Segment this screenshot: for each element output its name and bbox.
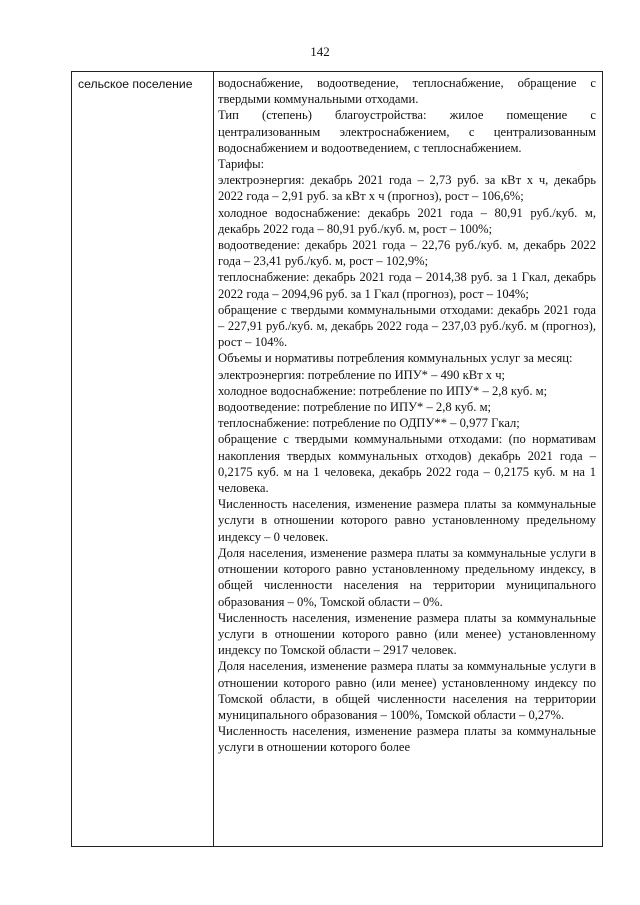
document-table — [71, 71, 603, 847]
paragraph-volume-electricity: электроэнергия: потребление по ИПУ* – 490 кВт х ч; — [218, 367, 506, 382]
paragraph-volumes-heading: Объемы и нормативы потребления коммунальных услуг за месяц: — [218, 351, 573, 366]
paragraph-population-at-limit: Численность населения, изменение размера платы за коммунальные услуги в отношении которого равно установленному предельному индексу – 0 человек. — [218, 497, 596, 544]
paragraph-volume-cold-water: холодное водоснабжение: потребление по ИПУ* – 2,8 куб. м; — [218, 383, 548, 398]
paragraph-tariff-solid-waste: обращение с твердыми коммунальными отходами: декабрь 2021 года – 227,91 руб./куб. м, декабрь 2022 года – 237,03 руб./куб. м (прогноз), рост – 104%. — [218, 302, 596, 350]
paragraph-share-below-index: Доля населения, изменение размера платы за коммунальные услуги в отношении которого равно (или менее) установленному индексу по Томской области, в общей численности населения на территории муниципального образования – 100%, Томской области – 0,27%. — [218, 659, 596, 722]
paragraph-tariff-electricity: электроэнергия: декабрь 2021 года – 2,73 руб. за кВт х ч, декабрь 2022 года – 2,91 руб. за кВт х ч (прогноз), рост – 106,6%; — [218, 173, 596, 204]
paragraph-volume-solid-waste: обращение с твердыми коммунальными отходами: (по нормативам накопления твердых коммунальных отходов) декабрь 2021 года – 0,2175 куб. м на 1 человека, декабрь 2022 года – 0,2175 куб. м на 1 человека. — [218, 432, 596, 496]
paragraph-population-above-index: Численность населения, изменение размера платы за коммунальные услуги в отношении которого более — [218, 724, 596, 755]
page-number: 142 — [310, 44, 330, 59]
table-cell-settlement-type: сельское поселение — [72, 72, 214, 846]
paragraph-tariff-cold-water: холодное водоснабжение: декабрь 2021 года – 80,91 руб./куб. м, декабрь 2022 года – 80,91 руб./куб. м, рост – 100%; — [218, 205, 596, 236]
paragraph-volume-drainage: водоотведение: потребление по ИПУ* – 2,8 куб. м; — [218, 400, 492, 415]
paragraph-tariff-heating: теплоснабжение: декабрь 2021 года – 2014,38 руб. за 1 Гкал, декабрь 2022 года – 2094,96 руб. за 1 Гкал (прогноз), рост – 104%; — [218, 270, 596, 301]
paragraph-share-at-limit: Доля населения, изменение размера платы за коммунальные услуги в отношении которого равно установленному предельному индексу, в общей численности населения на территории муниципального образования – 0%, Томской области – 0%. — [218, 545, 596, 609]
paragraph-tariffs-heading: Тарифы: — [218, 157, 265, 172]
paragraph-population-below-index: Численность населения, изменение размера платы за коммунальные услуги в отношении которого равно (или менее) установленному индексу по Томской области – 2917 человек. — [218, 610, 596, 658]
paragraph-amenity-type: Тип (степень) благоустройства: жилое помещение с централизованным электроснабжением, с централизованным водоснабжением и водоотведением, с теплоснабжением. — [218, 108, 596, 155]
paragraph-tariff-drainage: водоотведение: декабрь 2021 года – 22,76 руб./куб. м, декабрь 2022 года – 23,41 руб./куб. м, рост – 102,9%; — [218, 238, 596, 269]
table-cell-description — [214, 72, 602, 846]
paragraph-volume-heating: теплоснабжение: потребление по ОДПУ** – 0,977 Гкал; — [218, 416, 520, 431]
paragraph-services: водоснабжение, водоотведение, теплоснабжение, обращение с твердыми коммунальными отходами. — [218, 76, 596, 107]
